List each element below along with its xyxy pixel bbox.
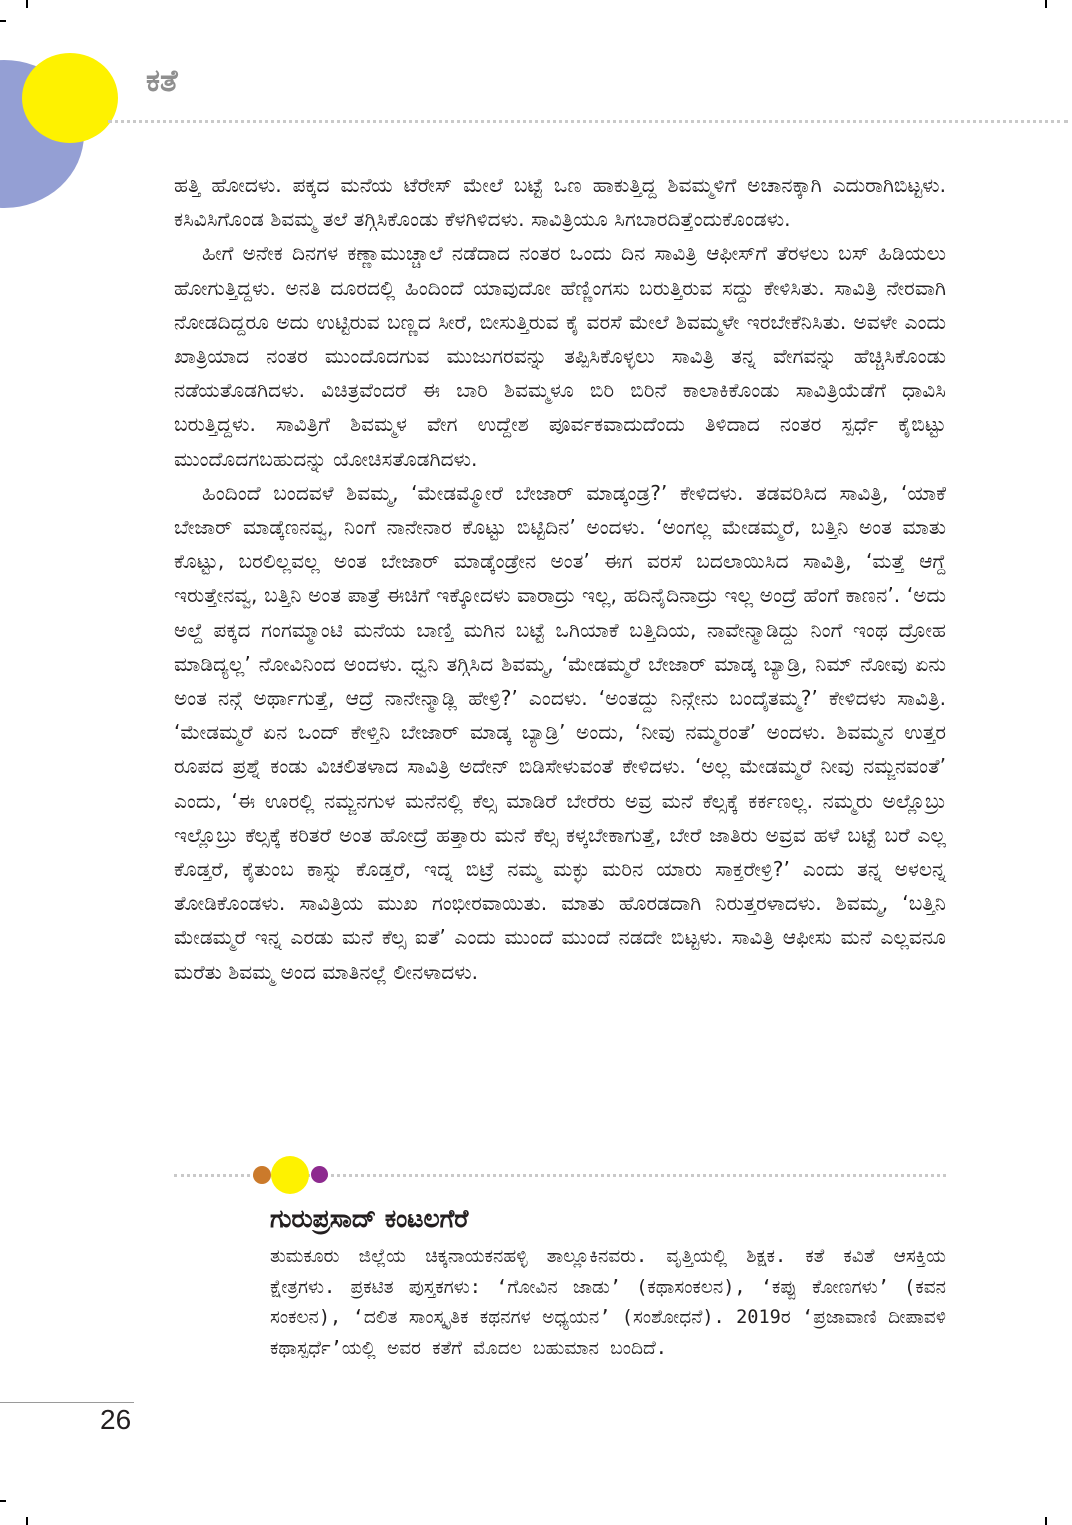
story-paragraph-3: ಹಿಂದಿಂದೆ ಬಂದವಳೆ ಶಿವಮ್ಮ, ‘ಮೇಡಮ್ಮೋರೆ ಬೇಜಾರ್ ಮಾಡ್ಕಂಡ್ರ?’ ಕೇಳಿದಳು. ತಡವರಿಸಿದ ಸಾವಿತ್ರಿ, ‘ಯಾಕೆ ಬೇಜಾರ್ ಮಾಡ್ಕೆಣನವ್ವ, ನಿಂಗೆ ನಾನೇನಾರ ಕೊಟ್ಟು ಬಿಟ್ಟಿದಿನ’ ಅಂದಳು. ‘ಅಂಗಲ್ಲ ಮೇಡಮ್ಮರೆ, ಬತ್ತಿನಿ ಅಂತ ಮಾತು ಕೊಟ್ಟು, ಬರಲಿಲ್ಲವಲ್ಲ ಅಂತ ಬೇಜಾರ್ ಮಾಡ್ಕೆಂಡ್ರೇನ ಅಂತ’ ಈಗ ವರಸೆ ಬದಲಾಯಿಸಿದ ಸಾವಿತ್ರಿ, ‘ಮತ್ತೆ ಆಗ್ದೆ ಇರುತ್ತೇನವ್ವ, ಬತ್ತಿನಿ ಅಂತ ಪಾತ್ರೆ ಈಚಿಗೆ ಇಕ್ಕೋದಳು ವಾರಾದ್ರು ಇಲ್ಲ, ಹದಿನೈದಿನಾದ್ರು ಇಲ್ಲ ಅಂದ್ರೆ ಹೆಂಗೆ ಕಾಣನ’. ‘ಅದು ಅಲ್ದೆ ಪಕ್ಕದ ಗಂಗಮ್ಮಾಂಟಿ ಮನೆಯ ಬಾಣ್ತಿ ಮಗಿನ ಬಟ್ಟೆ ಒಗಿಯಾಕೆ ಬತ್ತಿದಿಯ, ನಾವೇನ್ಮಾಡಿದ್ದು ನಿಂಗೆ ಇಂಥ ದ್ರೋಹ ಮಾಡಿದ್ಯಲ್ಲ’ ನೋವಿನಿಂದ ಅಂದಳು. ಧ್ವನಿ ತಗ್ಗಿಸಿದ ಶಿವಮ್ಮ, ‘ಮೇಡಮ್ಮರೆ ಬೇಜಾರ್ ಮಾಡ್ಕ ಬ್ಯಾಡ್ರಿ, ನಿಮ್ ನೋವು ಏನು ಅಂತ ನನ್ಗೆ ಅರ್ಥಾಗುತ್ತೆ, ಆದ್ರೆ ನಾನೇನ್ಮಾಡ್ಲಿ ಹೇಳ್ರಿ?’ ಎಂದಳು. ‘ಅಂತದ್ದು ನಿನ್ಗೇನು ಬಂದೈತಮ್ಮ?’ ಕೇಳಿದಳು ಸಾವಿತ್ರಿ. ‘ಮೇಡಮ್ಮರೆ ಏನ ಒಂದ್ ಕೇಳ್ತಿನಿ ಬೇಜಾರ್ ಮಾಡ್ಕ ಬ್ಯಾಡ್ರಿ’ ಅಂದು, ‘ನೀವು ನಮ್ಮರಂತೆ’ ಅಂದಳು. ಶಿವಮ್ಮನ ಉತ್ತರ ರೂಪದ ಪ್ರಶ್ನೆ ಕಂಡು ವಿಚಲಿತಳಾದ ಸಾವಿತ್ರಿ ಅದೇನ್ ಬಿಡಿಸೇಳುವಂತೆ ಕೇಳಿದಳು. ‘ಅಲ್ಲ ಮೇಡಮ್ಮರೆ ನೀವು ನಮ್ಜನವಂತೆ’ ಎಂದು, ‘ಈ ಊರಲ್ಲಿ ನಮ್ಜನಗುಳ ಮನೆನಲ್ಲಿ ಕೆಲ್ಸ ಮಾಡಿರೆ ಬೇರೆರು ಅವ್ರ ಮನೆ ಕೆಲ್ಸಕ್ಕೆ ಕರ್ಕಣಲ್ಲ. ನಮ್ಮರು ಅಲ್ಲೊಬ್ರು ಇಲ್ಲೊಬ್ರು ಕೆಲ್ಸಕ್ಕೆ ಕರಿತರೆ ಅಂತ ಹೋದ್ರೆ ಹತ್ತಾರು ಮನೆ ಕೆಲ್ಸ ಕಳ್ಕಬೇಕಾಗುತ್ತೆ, ಬೇರೆ ಜಾತಿರು ಅವ್ರವ ಹಳೆ ಬಟ್ಟೆ ಬರೆ ಎಲ್ಲ ಕೊಡ್ತರೆ, ಕೈತುಂಬ ಕಾಸ್ನು ಕೊಡ್ತರೆ, ಇದ್ನ ಬಿಟ್ರೆ ನಮ್ಮ ಮಕ್ಳು ಮರಿನ ಯಾರು ಸಾಕ್ತರೇಳ್ರಿ?’ ಎಂದು ತನ್ನ ಅಳಲನ್ನ ತೋಡಿಕೊಂಡಳು. ಸಾವಿತ್ರಿಯ ಮುಖ ಗಂಭೀರವಾಯಿತು. ಮಾತು ಹೊರಡದಾಗಿ ನಿರುತ್ತರಳಾದಳು. ಶಿವಮ್ಮ, ‘ಬತ್ತಿನಿ ಮೇಡಮ್ಮರೆ ಇನ್ನ ಎರಡು ಮನೆ ಕೆಲ್ಸ ಐತೆ’ ಎಂದು ಮುಂದೆ ಮುಂದೆ ನಡದೇ ಬಿಟ್ಟಳು. ಸಾವಿತ್ರಿ ಆಫೀಸು ಮನೆ ಎಲ್ಲವನೂ ಮರೆತು ಶಿವಮ್ಮ ಅಂದ ಮಾತಿನಲ್ಲೆ ಲೀನಳಾದಳು. xyxy=(174,480,946,984)
page-number: 26 xyxy=(100,1404,132,1435)
crop-mark-left-upper xyxy=(0,20,6,22)
story-paragraph-2: ಹೀಗೆ ಅನೇಕ ದಿನಗಳ ಕಣ್ಣಾಮುಚ್ಚಾಲೆ ನಡೆದಾದ ನಂತರ ಒಂದು ದಿನ ಸಾವಿತ್ರಿ ಆಫೀಸ್‌ಗೆ ತೆರಳಲು ಬಸ್ ಹಿಡಿಯಲು ಹೋಗುತ್ತಿದ್ದಳು. ಅನತಿ ದೂರದಲ್ಲಿ ಹಿಂದಿಂದೆ ಯಾವುದೋ ಹೆಣ್ಣಿಂಗಸು ಬರುತ್ತಿರುವ ಸದ್ದು ಕೇಳಿಸಿತು. ಸಾವಿತ್ರಿ ನೇರವಾಗಿ ನೋಡದಿದ್ದರೂ ಅದು ಉಟ್ಟಿರುವ ಬಣ್ಣದ ಸೀರೆ, ಬೀಸುತ್ತಿರುವ ಕೈ ವರಸೆ ಮೇಲೆ ಶಿವಮ್ಮಳೇ ಇರಬೇಕೆನಿಸಿತು. ಅವಳೇ ಎಂದು ಖಾತ್ರಿಯಾದ ನಂತರ ಮುಂದೊದಗುವ ಮುಜುಗರವನ್ನು ತಪ್ಪಿಸಿಕೊಳ್ಳಲು ಸಾವಿತ್ರಿ ತನ್ನ ವೇಗವನ್ನು ಹೆಚ್ಚಿಸಿಕೊಂಡು ನಡೆಯತೊಡಗಿದಳು. ವಿಚಿತ್ರವೆಂದರೆ ಈ ಬಾರಿ ಶಿವಮ್ಮಳೂ ಬಿರಿ ಬಿರಿನೆ ಕಾಲಾಕಿಕೊಂಡು ಸಾವಿತ್ರಿಯೆಡೆಗೆ ಧಾವಿಸಿ ಬರುತ್ತಿದ್ದಳು. ಸಾವಿತ್ರಿಗೆ ಶಿವಮ್ಮಳ ವೇಗ ಉದ್ದೇಶ ಪೂರ್ವಕವಾದುದೆಂದು ತಿಳಿದಾದ ನಂತರ ಸ್ಪರ್ಧೆ ಕೈಬಿಟ್ಟು ಮುಂದೊದಗಬಹುದನ್ನು ಯೋಚಿಸತೊಡಗಿದಳು. xyxy=(174,241,946,471)
crop-mark-top-right xyxy=(1045,0,1047,8)
decorative-yellow-circle xyxy=(22,53,118,143)
author-name: ಗುರುಪ್ರಸಾದ್ ಕಂಟಲಗೆರೆ xyxy=(270,1204,469,1233)
crop-mark-left-lower xyxy=(0,1500,6,1502)
decorative-purple-dot xyxy=(311,1166,328,1183)
decorative-yellow-dot xyxy=(271,1156,309,1194)
story-paragraph-1: ಹತ್ತಿ ಹೋದಳು. ಪಕ್ಕದ ಮನೆಯ ಟೆರೇಸ್ ಮೇಲೆ ಬಟ್ಟೆ ಒಣ ಹಾಕುತ್ತಿದ್ದ ಶಿವಮ್ಮಳಿಗೆ ಅಚಾನಕ್ಕಾಗಿ ಎದುರಾಗಿಬಿಟ್ಟಳು. ಕಸಿವಿಸಿಗೊಂಡ ಶಿವಮ್ಮ ತಲೆ ತಗ್ಗಿಸಿಕೊಂಡು ಕೆಳಗಿಳಿದಳು. ಸಾವಿತ್ರಿಯೂ ಸಿಗಬಾರದಿತ್ತೆಂದುಕೊಂಡಳು. xyxy=(174,173,946,232)
story-body xyxy=(174,168,946,989)
author-bio: ತುಮಕೂರು ಜಿಲ್ಲೆಯ ಚಿಕ್ಕನಾಯಕನಹಳ್ಳಿ ತಾಲ್ಲೂಕಿನವರು. ವೃತ್ತಿಯಲ್ಲಿ ಶಿಕ್ಷಕ. ಕತೆ ಕವಿತೆ ಆಸಕ್ತಿಯ ಕ್ಷೇತ್ರಗಳು. ಪ್ರಕಟಿತ ಪುಸ್ತಕಗಳು: ‘ಗೋವಿನ ಜಾಡು’ (ಕಥಾಸಂಕಲನ), ‘ಕಪ್ಪು ಕೋಣಗಳು’ (ಕವನ ಸಂಕಲನ), ‘ದಲಿತ ಸಾಂಸ್ಕೃತಿಕ ಕಥನಗಳ ಅಧ್ಯಯನ’ (ಸಂಶೋಧನೆ). 2019ರ ‘ಪ್ರಜಾವಾಣಿ ದೀಪಾವಳಿ ಕಥಾಸ್ಪರ್ಧೆ’ಯಲ್ಲಿ ಅವರ ಕತೆಗೆ ಮೊದಲ ಬಹುಮಾನ ಬಂದಿದೆ. xyxy=(270,1246,946,1359)
decorative-orange-dot xyxy=(253,1166,271,1184)
section-label: ಕತೆ xyxy=(146,63,178,99)
crop-mark-bottom-left xyxy=(26,1517,28,1525)
crop-mark-bottom-right xyxy=(1045,1517,1047,1525)
header-dotted-rule xyxy=(108,120,1068,123)
page-number-rule xyxy=(0,1402,134,1403)
crop-mark-top-left xyxy=(26,0,28,8)
